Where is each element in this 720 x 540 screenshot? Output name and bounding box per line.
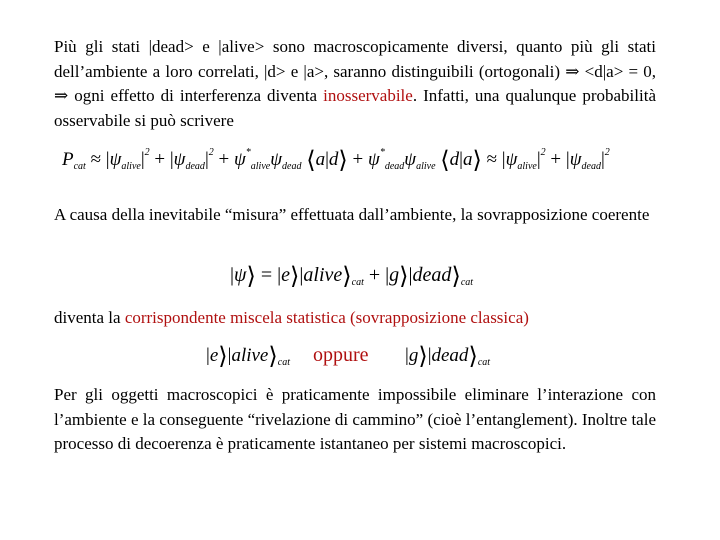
superposition-equation: |ψ⟩ = $|e⟩|alive⟩_{cat}$ + $|g⟩|dead⟩_{cat}$: [230, 264, 474, 290]
intro-text-4: . Infatti, una qualunque probabilità osservabile si può scrivere: [54, 86, 656, 130]
intro-text-2: <d|a> = 0,: [579, 61, 656, 81]
implies-icon: ⇒: [54, 86, 69, 105]
approx-symbol: ≈: [90, 149, 102, 170]
highlight-inosservabile: inosservabile: [323, 86, 413, 105]
eq2-psi: ψ: [234, 264, 247, 286]
probability-equation: $P_{cat} \approx |\psi_{alive}|^2 + |\psi_{dead}|^2 + \psi^*_{alive}\psi_{dead}$ ⟨a|d⟩ + $\psi^*_{dead}\psi_{alive}$ ⟨d|a⟩ ≈ $|\psi_{alive}|^2 + |\psi_{dead}|^2$: [62, 147, 610, 174]
eq1-psi: ψ: [109, 149, 122, 170]
oppure-label: oppure: [313, 344, 369, 366]
mixture-state-alive: $|e⟩|alive⟩_{cat}$: [206, 344, 290, 370]
eq1-cat: cat: [73, 161, 86, 172]
highlight-miscela: corrispondente miscela statistica (sovrapposizione classica): [124, 308, 529, 327]
coherent-superposition-paragraph: A causa della inevitabile “misura” effettuata dall’ambiente, la sovrapposizione coerente: [54, 205, 650, 224]
eq1-P: P: [62, 149, 74, 170]
decoherence-paragraph: Per gli oggetti macroscopici è praticamente impossibile eliminare l’interazione con l’ambiente e la conseguente “rivelazione di cammino” (cioè l’entanglement). Inoltre tale processo di decoerenza è praticamente istantaneo per sistemi macroscopici.: [54, 385, 656, 453]
intro-paragraph: [54, 35, 656, 133]
intro-text-3: ogni effetto di interferenza diventa: [68, 86, 324, 105]
mixture-state-dead: $|g⟩|dead⟩_{cat}$: [405, 344, 491, 370]
statistical-mixture-paragraph: diventa la corrispondente miscela statistica (sovrapposizione classica): [54, 308, 529, 327]
implies-icon: ⇒: [565, 61, 580, 81]
intro-text-1: Più gli stati |dead> e |alive> sono macroscopicamente diversi, quanto più gli stati dell’ambiente a loro correlati, |d> e |a>, saranno distinguibili (ortogonali): [54, 37, 656, 81]
